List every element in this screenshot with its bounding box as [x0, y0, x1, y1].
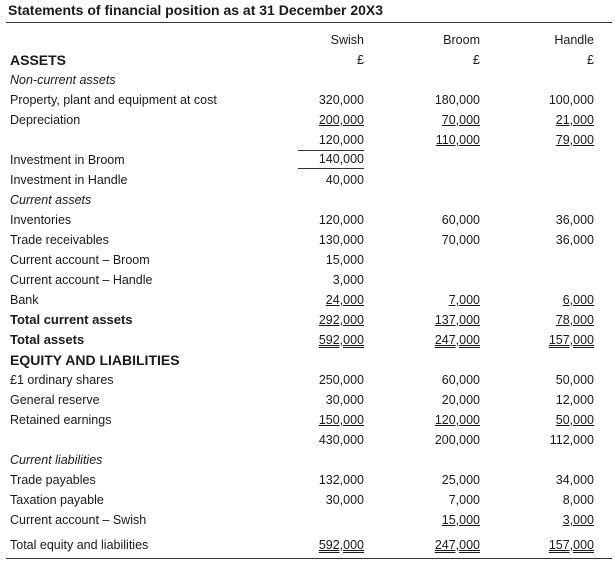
table-row: [0, 535, 615, 555]
value-cell: 132,000: [318, 473, 364, 487]
value-cell: 150,000: [318, 413, 364, 427]
row-label: General reserve: [10, 393, 100, 407]
table-row: [0, 390, 615, 410]
value-cell: 15,000: [325, 253, 364, 267]
row-label: Current account – Handle: [10, 273, 153, 287]
row-label: Trade payables: [10, 473, 96, 487]
value-cell: 79,000: [555, 133, 594, 147]
value-cell: 140,000: [298, 150, 364, 169]
value-cell: 70,000: [441, 233, 480, 247]
value-cell: 200,000: [434, 433, 480, 447]
value-cell: 30,000: [325, 393, 364, 407]
row-label: Non-current assets: [10, 73, 116, 87]
row-label: Current account – Swish: [10, 513, 147, 527]
value-cell: 15,000: [441, 513, 480, 527]
row-label: Total current assets: [10, 312, 133, 327]
table-row: [0, 170, 615, 190]
value-cell: 70,000: [441, 113, 480, 127]
table-row: [0, 230, 615, 250]
value-cell: 430,000: [318, 433, 364, 447]
value-cell: 130,000: [318, 233, 364, 247]
table-row: [0, 70, 615, 90]
row-label: £1 ordinary shares: [10, 373, 114, 387]
value-cell: 36,000: [555, 213, 594, 227]
value-cell: 110,000: [435, 133, 480, 147]
value-cell: 120,000: [434, 413, 480, 427]
row-label: Current account – Broom: [10, 253, 150, 267]
title-rule: [6, 22, 612, 23]
value-cell: 60,000: [441, 213, 480, 227]
value-cell: 7,000: [448, 493, 480, 507]
row-label: Current liabilities: [10, 453, 103, 467]
value-cell: 50,000: [555, 373, 594, 387]
table-row: [0, 330, 615, 350]
row-label: Current assets: [10, 193, 92, 207]
value-cell: 8,000: [562, 493, 594, 507]
value-cell: 78,000: [555, 313, 594, 327]
column-header-broom: Broom: [443, 33, 480, 47]
value-cell: 180,000: [434, 93, 480, 107]
table-row: [0, 450, 615, 470]
value-cell: 20,000: [441, 393, 480, 407]
value-cell: 25,000: [441, 473, 480, 487]
value-cell: 320,000: [318, 93, 364, 107]
value-cell: 34,000: [555, 473, 594, 487]
value-cell: 30,000: [325, 493, 364, 507]
value-cell: 12,000: [555, 393, 594, 407]
table-row: [0, 130, 615, 150]
row-label: Taxation payable: [10, 493, 104, 507]
table-row: [0, 430, 615, 450]
value-cell: 200,000: [318, 113, 364, 127]
bottom-rule: [6, 558, 612, 559]
column-header-swish: Swish: [330, 33, 364, 47]
table-row: [0, 370, 615, 390]
value-cell: 247,000: [434, 333, 480, 347]
table-row: [0, 470, 615, 490]
value-cell: 3,000: [332, 273, 364, 287]
value-cell: 3,000: [562, 513, 594, 527]
column-header-handle: Handle: [554, 33, 594, 47]
value-cell: 250,000: [318, 373, 364, 387]
value-cell: 60,000: [441, 373, 480, 387]
table-row: [0, 510, 615, 530]
table-row: [0, 150, 615, 170]
row-label: ASSETS: [10, 52, 67, 68]
row-label: Total equity and liabilities: [10, 538, 149, 552]
value-cell: 7,000: [448, 293, 480, 307]
value-cell: 157,000: [548, 333, 594, 347]
value-cell: 592,000: [318, 333, 364, 347]
value-cell: 137,000: [434, 313, 480, 327]
value-cell: 100,000: [548, 93, 594, 107]
row-label: Trade receivables: [10, 233, 109, 247]
value-cell: 40,000: [325, 173, 364, 187]
row-label: Investment in Broom: [10, 153, 125, 167]
value-cell: 247,000: [434, 538, 480, 552]
table-row: [0, 210, 615, 230]
table-row: [0, 270, 615, 290]
row-label: EQUITY AND LIABILITIES: [10, 352, 180, 368]
value-cell: 112,000: [549, 433, 594, 447]
table-row: [0, 290, 615, 310]
value-cell: 6,000: [562, 293, 594, 307]
column-header-row: [0, 30, 615, 50]
row-label: Depreciation: [10, 113, 81, 127]
value-cell: 50,000: [555, 413, 594, 427]
row-label: Property, plant and equipment at cost: [10, 93, 217, 107]
row-label: Retained earnings: [10, 413, 112, 427]
row-label: Total assets: [10, 332, 85, 347]
table-row: [0, 490, 615, 510]
value-cell: 157,000: [548, 538, 594, 552]
table-row: [0, 250, 615, 270]
row-label: Inventories: [10, 213, 72, 227]
table-row: [0, 350, 615, 370]
table-row: [0, 90, 615, 110]
value-cell: 24,000: [325, 293, 364, 307]
value-cell: 592,000: [318, 538, 364, 552]
table-row: [0, 110, 615, 130]
table-row: [0, 310, 615, 330]
table-row: [0, 410, 615, 430]
table-row: [0, 50, 615, 70]
statement-title: Statements of financial position as at 31 December 20X3: [8, 2, 384, 18]
currency-broom: £: [473, 53, 480, 67]
value-cell: 120,000: [318, 213, 364, 227]
value-cell: 36,000: [555, 233, 594, 247]
value-cell: 120,000: [318, 133, 364, 147]
currency-handle: £: [587, 53, 594, 67]
value-cell: 21,000: [555, 113, 594, 127]
value-cell: 292,000: [318, 313, 364, 327]
row-label: Investment in Handle: [10, 173, 128, 187]
table-row: [0, 190, 615, 210]
currency-swish: £: [357, 53, 364, 67]
row-label: Bank: [10, 293, 39, 307]
